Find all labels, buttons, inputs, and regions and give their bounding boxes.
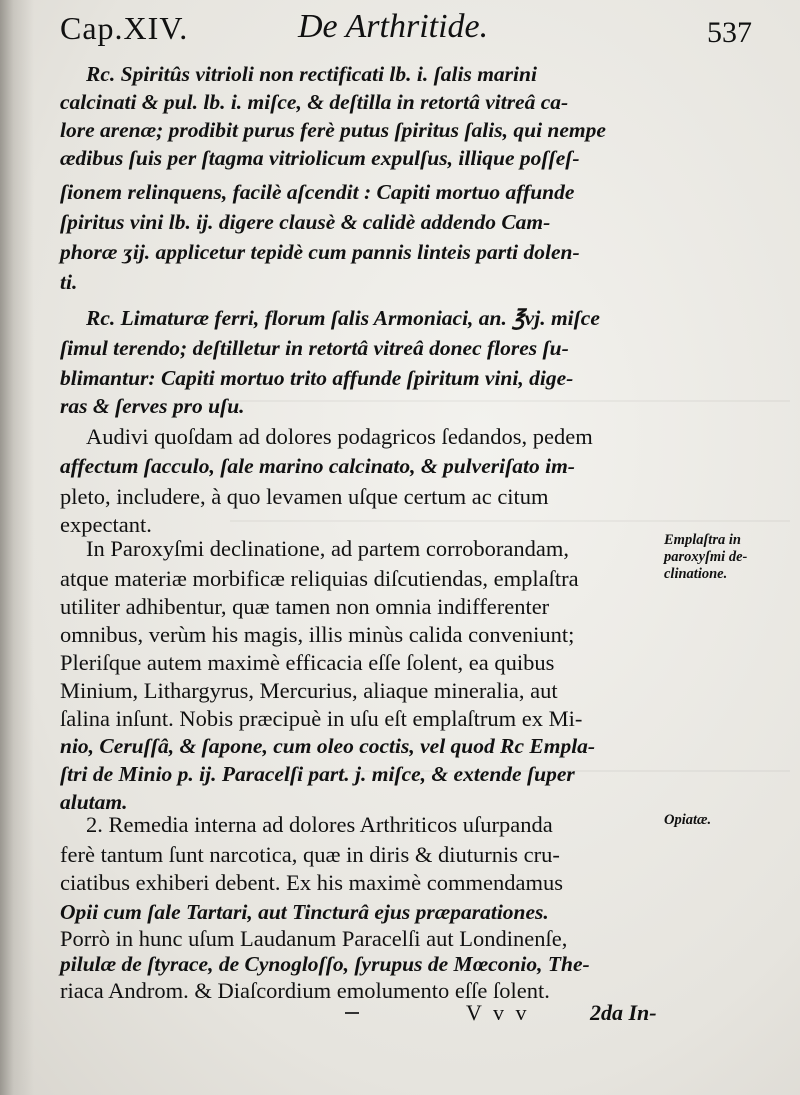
text-line: nio, Ceruſſâ, & ſapone, cum oleo coctis, vel quod Rc Empla-	[60, 734, 596, 758]
text-line: riaca Androm. & Diaſcordium emolumento eſſe ſolent.	[60, 978, 550, 1003]
chapter-title: De Arthritide.	[298, 8, 489, 45]
text-line: ſionem relinquens, facilè aſcendit : Capiti mortuo affunde	[60, 180, 575, 204]
text-line: blimantur: Capiti mortuo trito affunde ſpiritum vini, dige-	[60, 366, 574, 390]
margin-note-line: Emplaſtra in	[664, 532, 741, 548]
signature-mark: V v v	[466, 1000, 530, 1025]
text-line: ferè tantum ſunt narcotica, quæ in diris & diuturnis cru-	[60, 842, 560, 867]
page-footer	[0, 1000, 800, 1030]
text-line: calcinati & pul. lb. i. miſce, & deſtilla in retortâ vitreâ ca-	[60, 90, 569, 114]
text-line: ti.	[60, 270, 78, 294]
margin-note-line: paroxyſmi de-	[664, 549, 748, 565]
text-line: affectum ſacculo, ſale marino calcinato, & pulveriſato im-	[60, 454, 575, 478]
text-line: utiliter adhibentur, quæ tamen non omnia indifferenter	[60, 594, 550, 619]
text-line: In Paroxyſmi declinatione, ad partem corroborandam,	[86, 536, 569, 561]
text-line: Pleriſque autem maximè efficacia eſſe ſolent, ea quibus	[60, 650, 555, 675]
text-line: Opii cum ſale Tartari, aut Tincturâ ejus præparationes.	[60, 900, 549, 924]
margin-note-line: Opiatæ.	[664, 812, 712, 828]
text-line: Minium, Lithargyrus, Mercurius, aliaque mineralia, aut	[60, 678, 558, 703]
page-number: 537	[707, 16, 752, 49]
chapter-heading: Cap.XIV.	[60, 10, 189, 46]
text-line: Rc. Limaturæ ferri, florum ſalis Armoniaci, an. ℥vj. miſce	[86, 306, 600, 330]
catchword: 2da In-	[590, 1000, 657, 1025]
text-line: expectant.	[60, 512, 152, 537]
text-line: ſpiritus vini lb. ij. digere clausè & calidè addendo Cam-	[60, 210, 551, 234]
text-line: pleto, includere, à quo levamen uſque certum ac citum	[60, 484, 549, 509]
text-line: ſtri de Minio p. ij. Paracelſi part. j. miſce, & extende ſuper	[60, 762, 575, 786]
text-line: pilulæ de ſtyrace, de Cynogloſſo, ſyrupus de Mœconio, The-	[60, 952, 590, 976]
text-line: omnibus, verùm his magis, illis minùs calida conveniunt;	[60, 622, 575, 647]
text-line: ſalina inſunt. Nobis præcipuè in uſu eſt emplaſtrum ex Mi-	[60, 706, 583, 731]
text-line: ras & ſerves pro uſu.	[60, 394, 245, 418]
text-line: ciatibus exhiberi debent. Ex his maximè commendamus	[60, 870, 563, 895]
text-line: ſimul terendo; deſtilletur in retortâ vitreâ donec flores ſu-	[60, 336, 569, 360]
text-line: atque materiæ morbificæ reliquias diſcutiendas, emplaſtra	[60, 566, 579, 591]
margin-note-emplastra	[664, 532, 794, 583]
text-line: 2. Remedia interna ad dolores Arthriticos uſurpanda	[86, 812, 553, 837]
text-line: Rc. Spiritûs vitrioli non rectificati lb. i. ſalis marini	[86, 62, 537, 86]
text-line: Audivi quoſdam ad dolores podagricos ſedandos, pedem	[86, 424, 593, 449]
gutter-shadow	[0, 0, 34, 1095]
text-line: ædibus ſuis per ſtagma vitriolicum expulſus, illique poſſeſ-	[60, 146, 580, 170]
text-line: phoræ ʒij. applicetur tepidè cum pannis linteis parti dolen-	[60, 240, 580, 264]
running-header	[60, 8, 760, 58]
text-line: lore arenæ; prodibit purus ferè putus ſpiritus ſalis, qui nempe	[60, 118, 606, 142]
margin-note-line: clinatione.	[664, 566, 728, 582]
text-line: alutam.	[60, 790, 128, 814]
margin-note-opiata	[664, 812, 794, 829]
text-line: Porrò in hunc uſum Laudanum Paracelſi aut Londinenſe,	[60, 926, 568, 951]
footer-dash	[345, 1012, 359, 1014]
